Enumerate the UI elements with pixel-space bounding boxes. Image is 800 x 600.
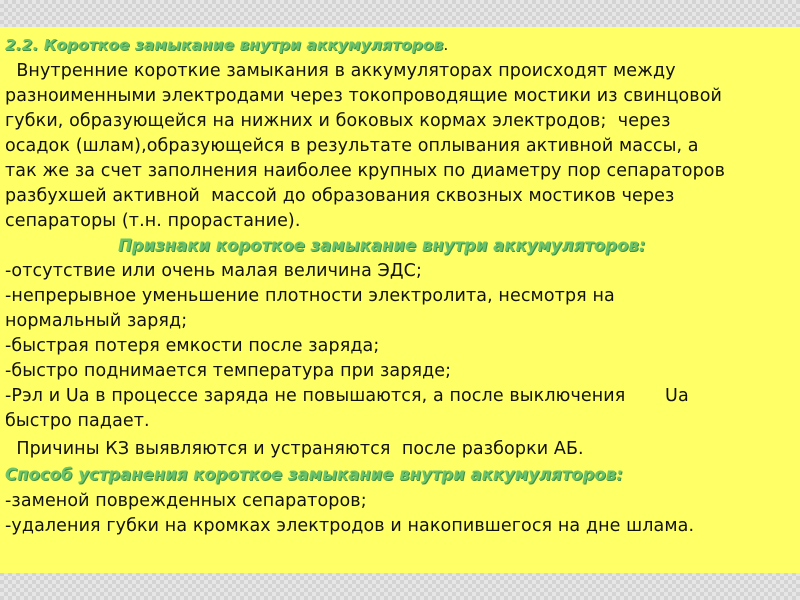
- intro-line: разбухшей активной массой до образования сквозных мостиков через: [5, 186, 675, 206]
- section-title: [5, 33, 448, 57]
- causes-line: Причины КЗ выявляются и устраняются после разборки АБ.: [5, 439, 584, 459]
- sign-item: быстро падает.: [5, 411, 150, 431]
- section-title-period: .: [443, 36, 449, 54]
- sign-item: -отсутствие или очень малая величина ЭДС;: [5, 261, 422, 281]
- section-title-text: 2.2. Короткое замыкание внутри аккумуляторов: [5, 36, 444, 54]
- method-item: -удаления губки на кромках электродов и накопившегося на дне шлама.: [5, 516, 695, 536]
- sign-item: -быстрая потеря емкости после заряда;: [5, 336, 380, 356]
- method-item: -заменой поврежденных сепараторов;: [5, 491, 367, 511]
- sign-item: -быстро поднимается температура при заряде;: [5, 361, 452, 381]
- intro-line: осадок (шлам),образующейся в результате оплывания активной массы, а: [5, 136, 699, 156]
- intro-line: так же за счет заполнения наиболее крупных по диаметру пор сепараторов: [5, 161, 726, 181]
- intro-line: разноименными электродами через токопроводящие мостики из свинцовой: [5, 86, 722, 106]
- intro-line: губки, образующейся на нижних и боковых кормах электродов; через: [5, 111, 671, 131]
- method-heading: Способ устранения короткое замыкание внутри аккумуляторов:: [5, 465, 623, 484]
- sign-item: -Рэл и Ua в процессе заряда не повышаются, а после выключения Ua: [5, 386, 689, 406]
- intro-line: Внутренние короткие замыкания в аккумуляторах происходят между: [5, 61, 676, 81]
- signs-heading: Признаки короткое замыкание внутри аккумуляторов:: [118, 236, 646, 255]
- intro-line: сепараторы (т.н. прорастание).: [5, 211, 301, 231]
- sign-item: -непрерывное уменьшение плотности электролита, несмотря на: [5, 286, 615, 306]
- slide-content: [0, 27, 800, 573]
- sign-item: нормальный заряд;: [5, 311, 188, 331]
